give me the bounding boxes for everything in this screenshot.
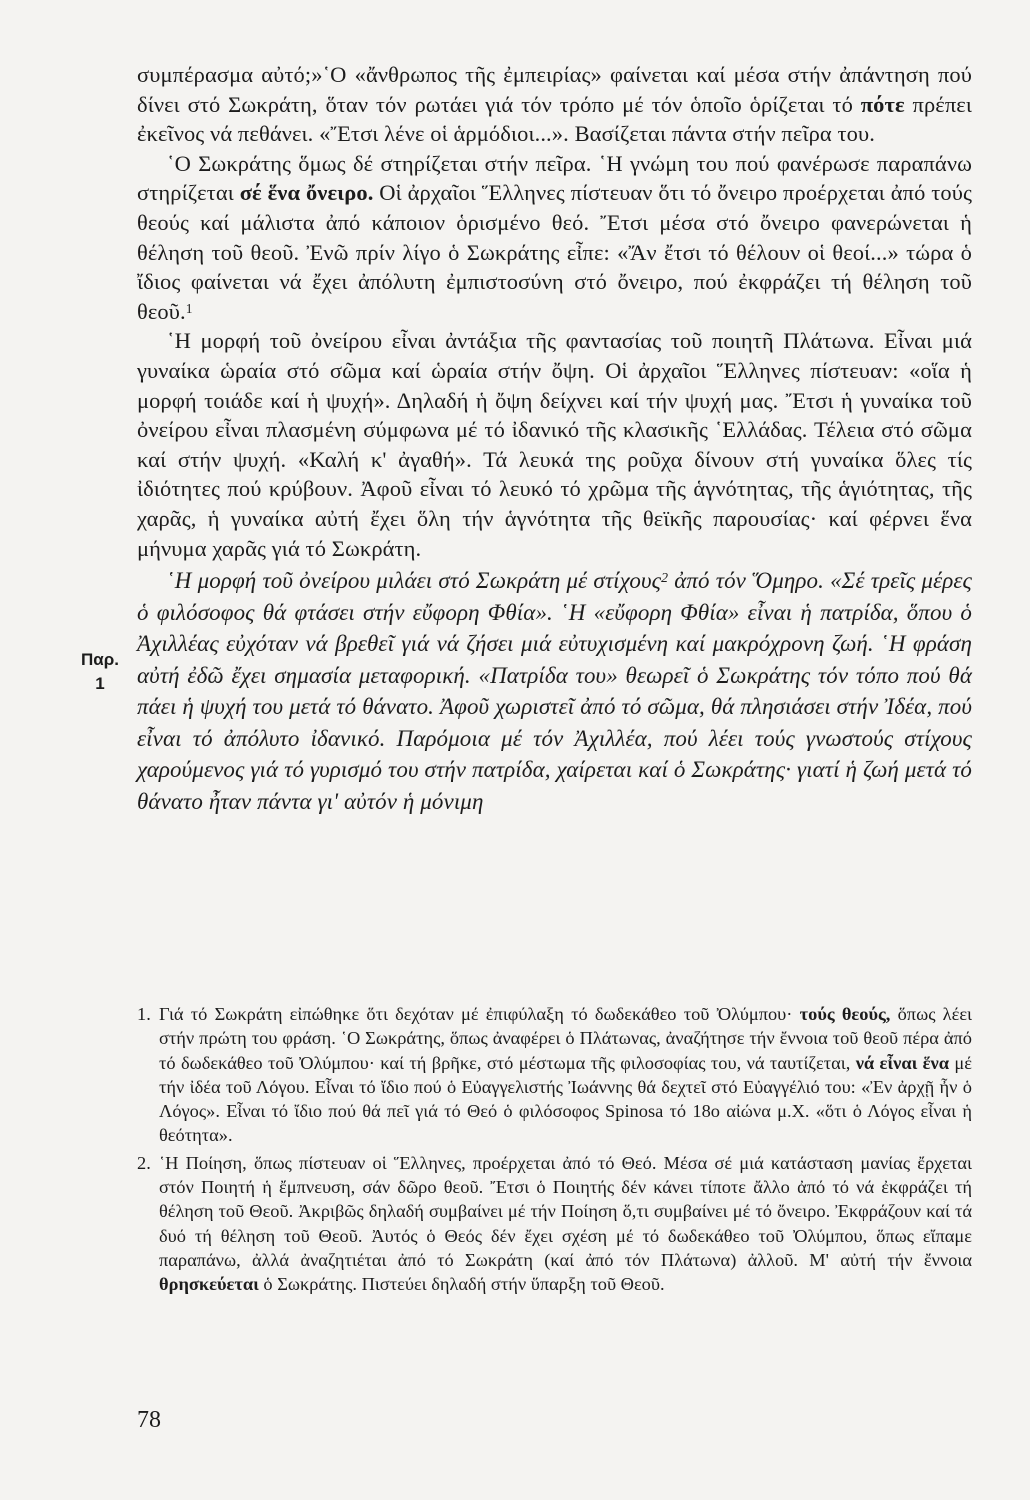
margin-note-label: Παρ. (81, 650, 119, 669)
footnote-2 (137, 1151, 972, 1297)
footnote-1 (137, 1002, 972, 1148)
footnote-1-number: 1. (137, 1004, 151, 1024)
paragraph-3: ῾Η μορφή τοῦ ὀνείρου εἶναι ἀντάξια τῆς φαντασίας τοῦ ποιητῆ Πλάτωνα. Εἶναι μιά γυναίκα ὡραία στό σῶμα καί ὡραία στήν ὄψη. Οἱ ἀρχαῖοι Ἕλληνες πίστευαν: «οἵα ἡ μορφή τοιάδε καί ἡ ψυχή». Δηλαδή ἡ ὄψη δείχνει καί τήν ψυχή μας. Ἔτσι ἡ γυναίκα τοῦ ὀνείρου εἶναι πλασμένη σύμφωνα μέ τό ἰδανικό τῆς κλασικῆς ῾Ελλάδας. Τέλεια στό σῶμα καί στήν ψυχή. «Καλή κ' ἀγαθή». Τά λευκά της ροῦχα δίνουν στή γυναίκα ὅλες τίς ἰδιότητες πού κρύβουν. Ἀφοῦ εἶναι τό λευκό τό χρῶμα τῆς ἁγνότητας, τῆς ἁγιότητας, τῆς χαρᾶς, ἡ γυναίκα αὐτή ἔχει ὅλη τήν ἁγνότητα τῆς θεϊκῆς παρουσίας· καί φέρνει ἕνα μήνυμα χαρᾶς γιά τό Σωκράτη. (137, 328, 972, 561)
footnote-1-text-c: μέ τήν ἰδέα τοῦ Λόγου. Εἶναι τό ἴδιο πού ὁ Εὐαγγελιστής Ἰωάννης θά δεχτεῖ στό Εὐαγγέλιό του: «Ἐν ἀρχῇ ἦν ὁ Λόγος». Εἶναι τό ἴδιο πού θά πεῖ γιά τό Θεό ὁ φιλόσοφος Spinosa τό 18ο αἰώνα μ.Χ. «ὅτι ὁ Λόγος εἶναι ἡ θεότητα». (159, 1052, 972, 1146)
footnote-1-text-b: ὅπως λέει στήν πρώτη του φράση. ῾Ο Σωκράτης, ὅπως ἀναφέρει ὁ Πλάτωνας, ἀναζήτησε τήν ἔννοια τοῦ θεοῦ πέρα ἀπό τό δωδεκάθεο τοῦ Ὀλύμπου· καί τή βρῆκε, στό μέστωμα τῆς φιλοσοφίας του, νά ταυτίζεται, (159, 1004, 972, 1073)
footnote-1-bold-gods: τούς θεούς, (799, 1004, 891, 1024)
footnote-1-text-a: Γιά τό Σωκράτη εἰπώθηκε ὅτι δεχόταν μέ ἐπιφύλαξη τό δωδεκάθεο τοῦ Ὀλύμπου· (159, 1004, 800, 1024)
paragraph-2-bold-dream: σέ ἕνα ὄνειρο. (239, 180, 374, 206)
footnote-ref-1: 1 (185, 300, 193, 316)
footnote-2-text-b: ὁ Σωκράτης. Πιστεύει δηλαδή στήν ὕπαρξη τοῦ Θεοῦ. (258, 1274, 665, 1295)
main-text (137, 60, 972, 817)
paragraph-2-text-a: ῾Ο Σωκράτης ὅμως δέ στηρίζεται στήν πεῖρα. ῾Η γνώμη του πού φανέρωσε παραπάνω στηρίζεται (137, 150, 972, 206)
page-number: 78 (137, 1407, 161, 1433)
paragraph-1 (137, 60, 972, 149)
footnote-1-bold-one: νά εἶναι ἕνα (855, 1052, 950, 1073)
paragraph-1-bold-pote: πότε (860, 91, 905, 117)
margin-note-number: 1 (95, 674, 105, 693)
paragraph-4-italic (137, 565, 972, 817)
paragraph-4-text-b: ἀπό τόν Ὅμηρο. «Σέ τρεῖς μέρες ὁ φιλόσοφος θά φτάσει στήν εὔφορη Φθία». ῾Η «εὔφορη Φθία» εἶναι ἡ πατρίδα, ὅπου ὁ Ἀχιλλέας εὐχόταν νά βρεθεῖ γιά νά ζήσει μιά εὐτυχισμένη καί μακρόχρονη ζωή. ῾Η φράση αὐτή ἐδῶ ἔχει σημασία μεταφορική. «Πατρίδα του» θεωρεῖ ὁ Σωκράτης τόν τόπο πού θά πάει ἡ ψυχή του μετά τό θάνατο. Ἀφοῦ χωριστεῖ ἀπό τό σῶμα, θά πλησιάσει στήν Ἰδέα, πού εἶναι τό ἀπόλυτο ἰδανικό. Παρόμοια μέ τόν Ἀχιλλέα, πού λέει τούς γνωστούς στίχους χαρούμενος γιά τό γυρισμό του στήν πατρίδα, χαίρεται καί ὁ Σωκράτης· γιατί ἡ ζωή μετά τό θάνατο ἦταν πάντα γι' αὐτόν ἡ μόνιμη (137, 568, 972, 814)
paragraph-2-text-b: Οἱ ἀρχαῖοι Ἕλληνες πίστευαν ὅτι τό ὄνειρο προέρχεται ἀπό τούς θεούς καί μάλιστα ἀπό κάποιον ὁρισμένο θεό. Ἔτσι μέσα στό ὄνειρο φανερώνεται ἡ θέληση τοῦ θεοῦ. Ἐνῶ πρίν λίγο ὁ Σωκράτης εἶπε: «Ἄν ἔτσι τό θέλουν οἱ θεοί...» τώρα ὁ ἴδιος φαίνεται νά ἔχει ἀπόλυτη ἐμπιστοσύνη στό ὄνειρο, πού ἐκφράζει τή θέληση τοῦ θεοῦ. (137, 180, 972, 324)
footnote-2-text-a: ῾Η Ποίηση, ὅπως πίστευαν οἱ Ἕλληνες, προέρχεται ἀπό τό Θεό. Μέσα σέ μιά κατάσταση μανίας ἔρχεται στόν Ποιητή ἡ ἔμπνευση, σάν δῶρο θεοῦ. Ἔτσι ὁ Ποιητής δέν κάνει τίποτε ἄλλο ἀπό τό νά ἐκφράζει τή θέληση τοῦ Θεοῦ. Ἀκριβῶς δηλαδή συμβαίνει μέ τήν Ποίηση ὅ,τι συμβαίνει μέ τό ὄνειρο. Ἐκφράζουν καί τά δυό τή θέληση τοῦ Θεοῦ. Ἀυτός ὁ Θεός δέν ἔχει σχέση μέ τό δωδεκάθεο τοῦ Ὀλύμπου, ὅπως εἴπαμε παραπάνω, ἀλλά ἀναζητιέται ἀπό τό Σωκράτη (καί ἀπό τόν Πλάτωνα) ἀλλοῦ. Μ' αὐτή τήν ἔννοια (159, 1152, 972, 1270)
footnote-2-number: 2. (137, 1152, 151, 1173)
paragraph-1-text-a: συμπέρασμα αὐτό;»῾Ο «ἄνθρωπος τῆς ἐμπειρίας» φαίνεται καί μέσα στήν ἀπάντηση πού δίνει στό Σωκράτη, ὅταν τόν ρωτάει γιά τόν τρόπο μέ τόν ὁποῖο ὁρίζεται τό (137, 62, 972, 117)
paragraph-4-text-a: ῾Η μορφή τοῦ ὀνείρου μιλάει στό Σωκράτη μέ στίχους (167, 568, 662, 594)
paragraph-2 (137, 149, 972, 327)
footnotes (137, 1002, 972, 1300)
footnote-2-bold-religion: θρησκεύεται (159, 1274, 259, 1295)
paragraph-1-text-b: πρέπει ἐκεῖνος νά πεθάνει. «Ἔτσι λένε οἱ ἁρμόδιοι...». Βασίζεται πάντα στήν πεῖρα του. (137, 91, 973, 147)
footnote-ref-2: 2 (661, 569, 669, 585)
margin-note (76, 648, 124, 696)
